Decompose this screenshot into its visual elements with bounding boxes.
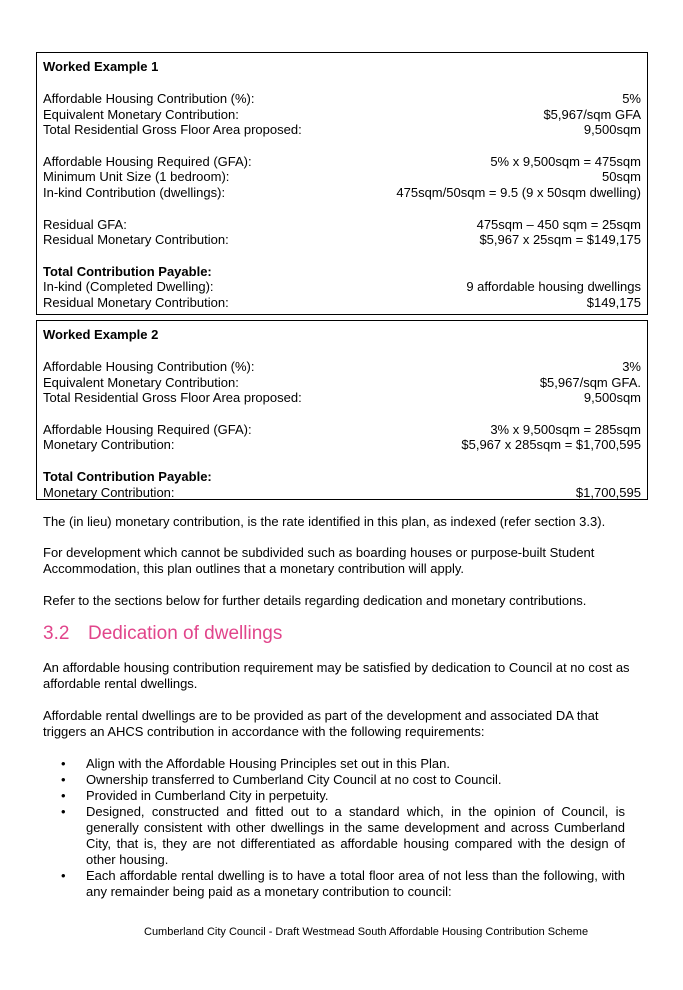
table-row xyxy=(43,185,641,201)
page-footer: Cumberland City Council - Draft Westmead South Affordable Housing Contribution Scheme xyxy=(144,926,589,938)
list-item: • Align with the Affordable Housing Principles set out in this Plan. xyxy=(61,756,450,771)
row-label: Affordable Housing Contribution (%): xyxy=(43,359,255,374)
row-label: Residual GFA: xyxy=(43,216,127,232)
row-label: Affordable Housing Contribution (%): xyxy=(43,91,255,106)
row-value: 5% xyxy=(622,91,641,106)
table-row xyxy=(43,107,641,123)
bullet-icon: • xyxy=(61,868,66,883)
list-item: • Designed, constructed and fitted out to a standard which, in the opinion of Council, is generally consistent with other dwellings in the same development and across Cumberland City, that is, they are not differentiated as affordable housing compared with the design of other housing. xyxy=(61,804,625,867)
row-label: In-kind Contribution (dwellings): xyxy=(43,184,226,200)
row-value: 3% xyxy=(622,359,641,374)
section-number: 3.2 xyxy=(43,623,70,644)
row-label: Minimum Unit Size (1 bedroom): xyxy=(43,169,230,185)
table-row xyxy=(43,375,641,391)
table-row xyxy=(43,437,641,453)
table-row xyxy=(43,232,641,248)
table-row xyxy=(43,91,641,107)
row-value: $1,700,595 xyxy=(575,484,641,500)
list-item: • Each affordable rental dwelling is to have a total floor area of not less than the following, with any remainder being paid as a monetary contribution to council: xyxy=(61,868,625,899)
row-label: Equivalent Monetary Contribution: xyxy=(43,374,239,390)
row-label: Total Residential Gross Floor Area proposed: xyxy=(43,390,302,406)
list-item: • Ownership transferred to Cumberland City Council at no cost to Council. xyxy=(61,772,502,787)
table-row xyxy=(43,279,641,295)
total-heading: Total Contribution Payable: xyxy=(43,263,212,279)
bullet-icon: • xyxy=(61,772,66,787)
table-row xyxy=(43,217,641,233)
row-label: Equivalent Monetary Contribution: xyxy=(43,106,239,122)
row-label: Affordable Housing Required (GFA): xyxy=(43,153,252,169)
table-row xyxy=(43,390,641,406)
paragraph-requirements: Affordable rental dwellings are to be provided as part of the development and associated DA that triggers an AHCS contribution in accordance with the following requirements: xyxy=(43,708,599,739)
row-value: 3% x 9,500sqm = 285sqm xyxy=(490,421,641,437)
row-label: Monetary Contribution: xyxy=(43,484,175,500)
row-label: Affordable Housing Required (GFA): xyxy=(43,421,252,437)
table-row xyxy=(43,295,641,311)
table-row xyxy=(43,122,641,138)
worked-example-2-box xyxy=(36,320,648,500)
row-value: $5,967 x 285sqm = $1,700,595 xyxy=(461,437,641,453)
total-heading: Total Contribution Payable: xyxy=(43,468,212,484)
row-label: Total Residential Gross Floor Area proposed: xyxy=(43,122,302,138)
row-value: 475sqm/50sqm = 9.5 (9 x 50sqm dwelling) xyxy=(396,184,641,200)
table-row xyxy=(43,422,641,438)
row-label: In-kind (Completed Dwelling): xyxy=(43,279,214,295)
requirements-list xyxy=(43,756,625,900)
worked-example-1-box xyxy=(36,52,648,315)
section-heading xyxy=(43,622,282,646)
table-row xyxy=(43,169,641,185)
paragraph-monetary-rate: The (in lieu) monetary contribution, is the rate identified in this plan, as indexed (refer section 3.3). xyxy=(43,514,606,529)
paragraph-refer-sections: Refer to the sections below for further details regarding dedication and monetary contributions. xyxy=(43,593,587,608)
row-value: 9,500sqm xyxy=(583,390,641,406)
row-label: Residual Monetary Contribution: xyxy=(43,294,229,310)
table-row xyxy=(43,485,641,501)
row-label: Monetary Contribution: xyxy=(43,437,175,453)
list-item: • Provided in Cumberland City in perpetuity. xyxy=(61,788,329,803)
table-row xyxy=(43,359,641,375)
bullet-icon: • xyxy=(61,788,66,803)
worked-example-2-title: Worked Example 2 xyxy=(43,327,159,342)
worked-example-1-title: Worked Example 1 xyxy=(43,59,159,74)
section-title: Dedication of dwellings xyxy=(88,623,283,644)
bullet-icon: • xyxy=(61,804,66,819)
row-value: 9,500sqm xyxy=(583,122,641,138)
row-value: 50sqm xyxy=(601,169,641,185)
paragraph-non-subdivided: For development which cannot be subdivided such as boarding houses or purpose-built Student Accommodation, this plan outlines that a monetary contribution will apply. xyxy=(43,545,595,576)
row-value: $149,175 xyxy=(586,294,641,310)
bullet-icon: • xyxy=(61,756,66,771)
table-row xyxy=(43,154,641,170)
row-value: 9 affordable housing dwellings xyxy=(466,279,641,295)
row-value: 475sqm – 450 sqm = 25sqm xyxy=(476,216,641,232)
row-value: $5,967/sqm GFA xyxy=(543,106,641,122)
paragraph-dedication: An affordable housing contribution requirement may be satisfied by dedication to Council at no cost as affordable rental dwellings. xyxy=(43,660,630,691)
row-value: $5,967/sqm GFA. xyxy=(539,374,641,390)
row-value: $5,967 x 25sqm = $149,175 xyxy=(479,232,641,248)
row-label: Residual Monetary Contribution: xyxy=(43,232,229,248)
row-value: 5% x 9,500sqm = 475sqm xyxy=(490,153,641,169)
